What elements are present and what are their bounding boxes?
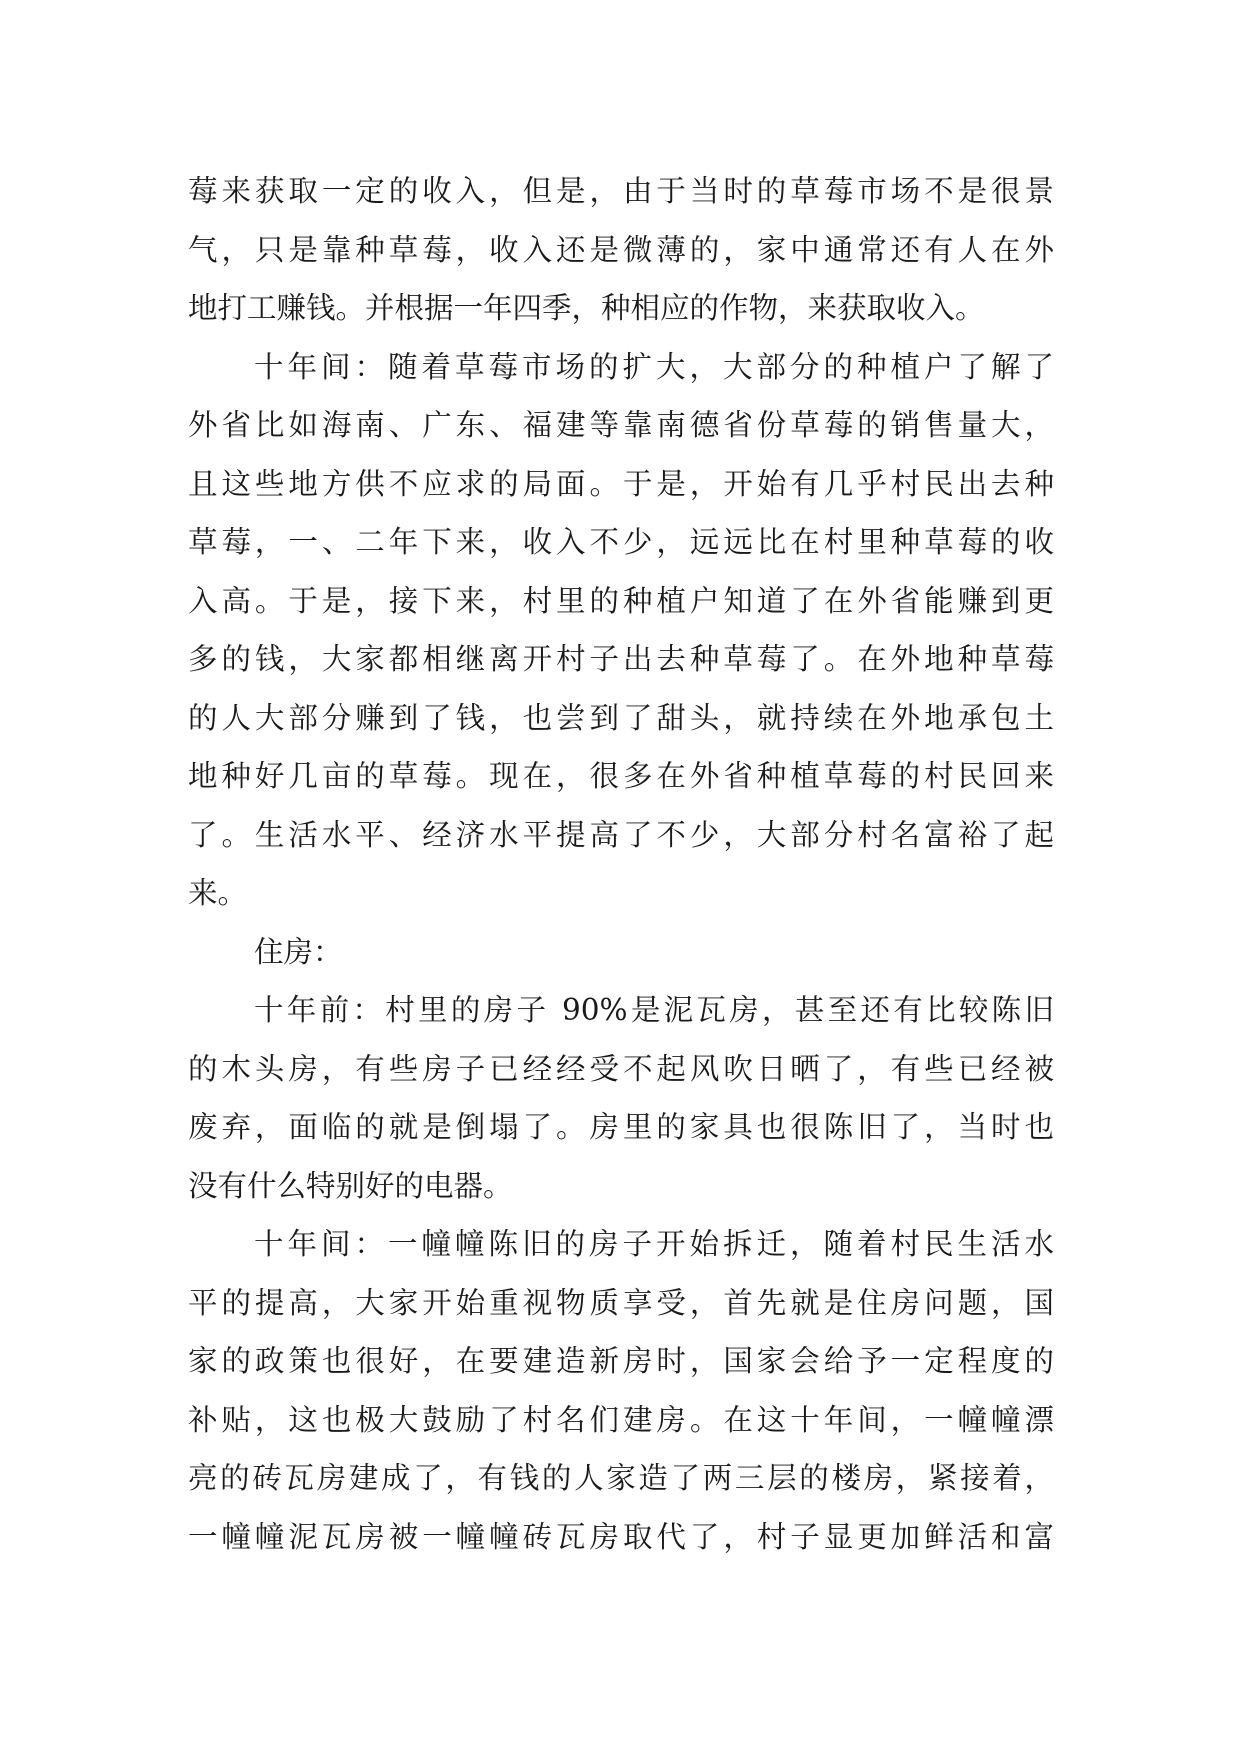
text-line: 来。 <box>188 876 248 910</box>
text-line: 地种好几亩的草莓。现在，很多在外省种植草莓的村民回来 <box>188 759 1054 793</box>
text-line: 地打工赚钱。并根据一年四季，种相应的作物，来获取收入。 <box>188 291 985 325</box>
text-line: 多的钱，大家都相继离开村子出去种草莓了。在外地种草莓 <box>188 642 1054 676</box>
text-line: 入高。于是，接下来，村里的种植户知道了在外省能赚到更 <box>188 583 1054 618</box>
text-line: 住房： <box>254 934 343 969</box>
paragraph-income-decade <box>188 338 1054 923</box>
paragraph-housing-decade <box>188 1215 1054 1566</box>
text-line: 十年前：村里的房子 90%是泥瓦房，甚至还有比较陈旧 <box>254 993 1054 1027</box>
text-line: 十年间：随着草莓市场的扩大，大部分的种植户了解了 <box>254 349 1054 384</box>
text-line: 一幢幢泥瓦房被一幢幢砖瓦房取代了，村子显更加鲜活和富 <box>188 1519 1054 1554</box>
paragraph-income-intro <box>188 162 1054 338</box>
text-line: 外省比如海南、广东、福建等靠南德省份草莓的销售量大， <box>188 408 1054 442</box>
section-heading-housing <box>188 923 1054 982</box>
text-line: 补贴，这也极大鼓励了村名们建房。在这十年间，一幢幢漂 <box>188 1402 1054 1437</box>
text-line: 十年间：一幢幢陈旧的房子开始拆迁，随着村民生活水 <box>254 1227 1054 1261</box>
text-line: 废弃，面临的就是倒塌了。房里的家具也很陈旧了，当时也 <box>188 1110 1054 1144</box>
text-line: 了。生活水平、经济水平提高了不少，大部分村名富裕了起 <box>188 817 1054 852</box>
text-line: 平的提高，大家开始重视物质享受，首先就是住房问题，国 <box>188 1285 1054 1320</box>
text-line: 且这些地方供不应求的局面。于是，开始有几乎村民出去种 <box>188 466 1054 501</box>
text-line: 亮的砖瓦房建成了，有钱的人家造了两三层的楼房，紧接着， <box>188 1461 1054 1495</box>
text-line: 气，只是靠种草莓，收入还是微薄的，家中通常还有人在外 <box>188 232 1054 267</box>
text-line: 没有什么特别好的电器。 <box>188 1168 513 1203</box>
text-line: 家的政策也很好，在要建造新房时，国家会给予一定程度的 <box>188 1344 1054 1378</box>
paragraph-housing-before <box>188 981 1054 1215</box>
text-line: 的木头房，有些房子已经经受不起风吹日晒了，有些已经被 <box>188 1051 1054 1086</box>
text-line: 莓来获取一定的收入，但是，由于当时的草莓市场不是很景 <box>188 174 1054 208</box>
document-body <box>188 162 1054 1566</box>
text-line: 的人大部分赚到了钱，也尝到了甜头，就持续在外地承包土 <box>188 700 1054 735</box>
text-line: 草莓，一、二年下来，收入不少，远远比在村里种草莓的收 <box>188 525 1054 559</box>
